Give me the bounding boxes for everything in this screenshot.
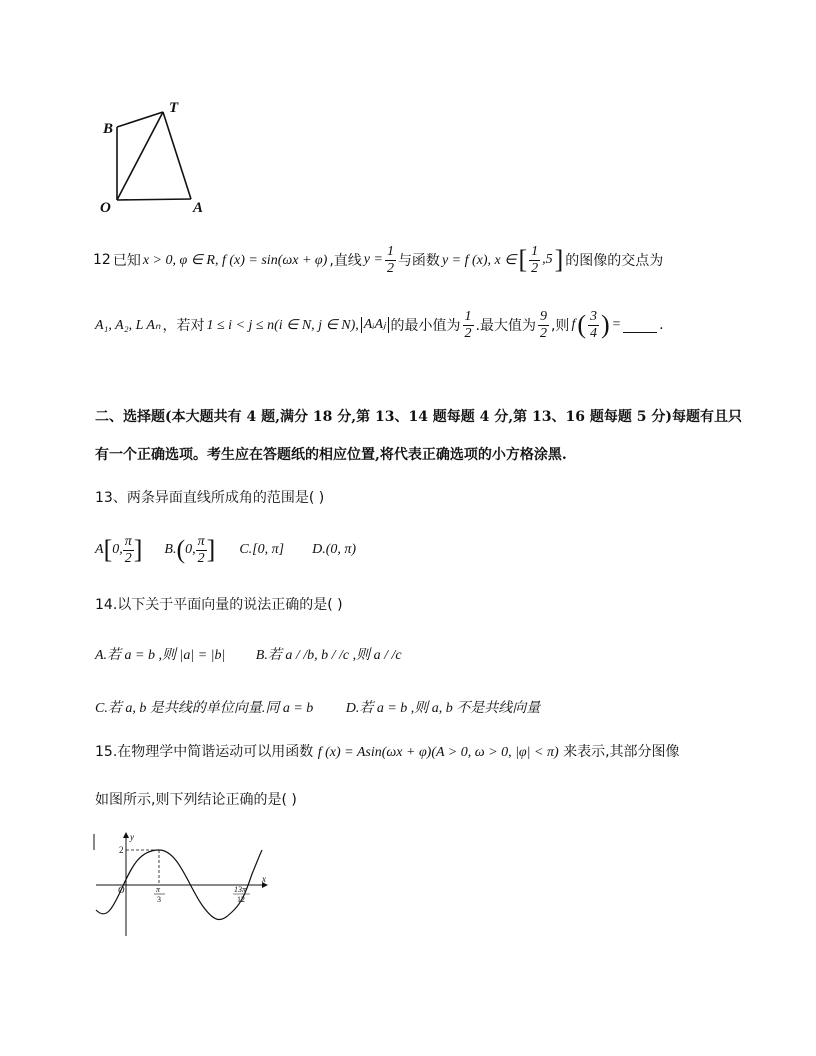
q13-stem: 13、两条异面直线所成角的范围是( )	[95, 490, 325, 506]
q12-interval-right: ,5	[542, 252, 553, 267]
section2-line1: 二、选择题(本大题共有 4 题,满分 18 分,第 13、14 题每题 4 分,第 13、16 题每题 5 分)每题有且只	[95, 409, 742, 425]
q12-end: .	[659, 317, 664, 333]
q12-answer-blank[interactable]	[623, 318, 657, 333]
graph-ymax-label: 2	[119, 845, 124, 855]
q12-number: 12	[93, 252, 111, 268]
label-T: T	[169, 100, 179, 116]
q12-text-3: 与函数	[397, 253, 440, 269]
q12-max-fraction: $\frac{9}{2}$	[539, 308, 547, 341]
q12-text-5: ，若对	[162, 318, 205, 334]
q12-math-points: A₁, A₂, L Aₙ	[95, 317, 161, 333]
label-A: A	[193, 200, 204, 216]
q14-option-d[interactable]: D.若 a = b ,则 a, b 不是共线向量	[345, 701, 541, 716]
graph-y-label: y	[130, 832, 134, 842]
q15-stem-line2: 如图所示,则下列结论正确的是( )	[95, 792, 297, 808]
q13-option-c[interactable]: C.[0, π]	[239, 542, 285, 557]
label-O: O	[100, 200, 111, 216]
q12-text-7: .最大值为	[475, 318, 536, 334]
q13-option-a[interactable]: A [ 0, $\frac{\pi}{2}$ ]	[95, 533, 143, 566]
q15-stem-line1: 15.在物理学中简谐运动可以用函数 f (x) = Asin(ωx + φ)(A > 0, ω > 0, |φ| < π) 来表示,其部分图像	[95, 744, 680, 760]
q13-options	[95, 531, 356, 569]
geometry-figure	[95, 95, 215, 220]
label-B: B	[103, 121, 114, 137]
q14-option-b[interactable]: B.若 a / /b, b / /c ,则 a / /c	[255, 648, 402, 663]
q12-math-3: y = f (x), x ∈	[441, 252, 517, 268]
sine-graph	[92, 830, 272, 938]
q13-option-b[interactable]: B. ( 0, $\frac{\pi}{2}$ ]	[164, 533, 216, 566]
q12-text-6: 的最小值为	[390, 318, 461, 334]
graph-tick1-num: π	[156, 885, 161, 894]
q12-text-2: ,直线	[329, 253, 362, 269]
graph-tick2-num: 13π	[234, 885, 247, 894]
q12-equals: =	[611, 317, 622, 332]
q14-option-a[interactable]: A.若 a = b ,则 |a| = |b|	[95, 648, 226, 663]
q14-row-ab	[95, 644, 402, 664]
q15-math: f (x) = Asin(ωx + φ)(A > 0, ω > 0, |φ| < π)	[317, 745, 559, 760]
q12-text-4: 的图像的交点为	[565, 253, 664, 269]
graph-origin-label: O	[118, 885, 125, 895]
graph-tick1-den: 3	[157, 895, 161, 904]
q14-option-c[interactable]: C.若 a, b 是共线的单位向量.同 a = b	[95, 701, 314, 716]
graph-tick2-den: 12	[237, 895, 245, 904]
q12-math-1: x > 0, φ ∈ R, f (x) = sin(ωx + φ)	[142, 252, 328, 268]
q12-line1: 12 已知 x > 0, φ ∈ R, f (x) = sin(ωx + φ) ,直线 y = $\frac{1}{2}$ 与函数 y = f (x), x ∈ [ $\frac{1}{2}$ ,5 ] 的图像的交点为	[93, 243, 664, 276]
graph-x-label: x	[262, 874, 266, 884]
q12-math-ij: 1 ≤ i < j ≤ n(i ∈ N, j ∈ N),	[206, 317, 359, 333]
q12-text-1: 已知	[112, 253, 141, 269]
section2-line2: 有一个正确选项。考生应在答题纸的相应位置,将代表正确选项的小方格涂黑.	[95, 447, 567, 463]
q14-row-cd	[95, 697, 540, 717]
q13-option-d[interactable]: D.(0, π)	[312, 542, 357, 557]
q12-arg-fraction: $\frac{3}{4}$	[590, 308, 597, 341]
q12-interval-fraction: $\frac{1}{2}$	[531, 243, 539, 276]
q12-min-fraction: $\frac{1}{2}$	[464, 308, 472, 341]
q12-text-8: ,则	[550, 318, 570, 334]
q12-math-2: y =	[363, 252, 383, 267]
q12-half-fraction: $\frac{1}{2}$	[386, 243, 394, 276]
q12-math-dist: AᵢAⱼ	[361, 317, 389, 332]
q14-stem: 14.以下关于平面向量的说法正确的是( )	[95, 597, 343, 613]
q12-math-f: f	[571, 317, 576, 332]
q12-line2: A₁, A₂, L Aₙ ，若对 1 ≤ i < j ≤ n(i ∈ N, j ∈ N), AᵢAⱼ 的最小值为 $\frac{1}{2}$ .最大值为 $\frac{9}{2}$ ,则 f ( $\frac{3}{4}$ ) = .	[95, 308, 664, 341]
